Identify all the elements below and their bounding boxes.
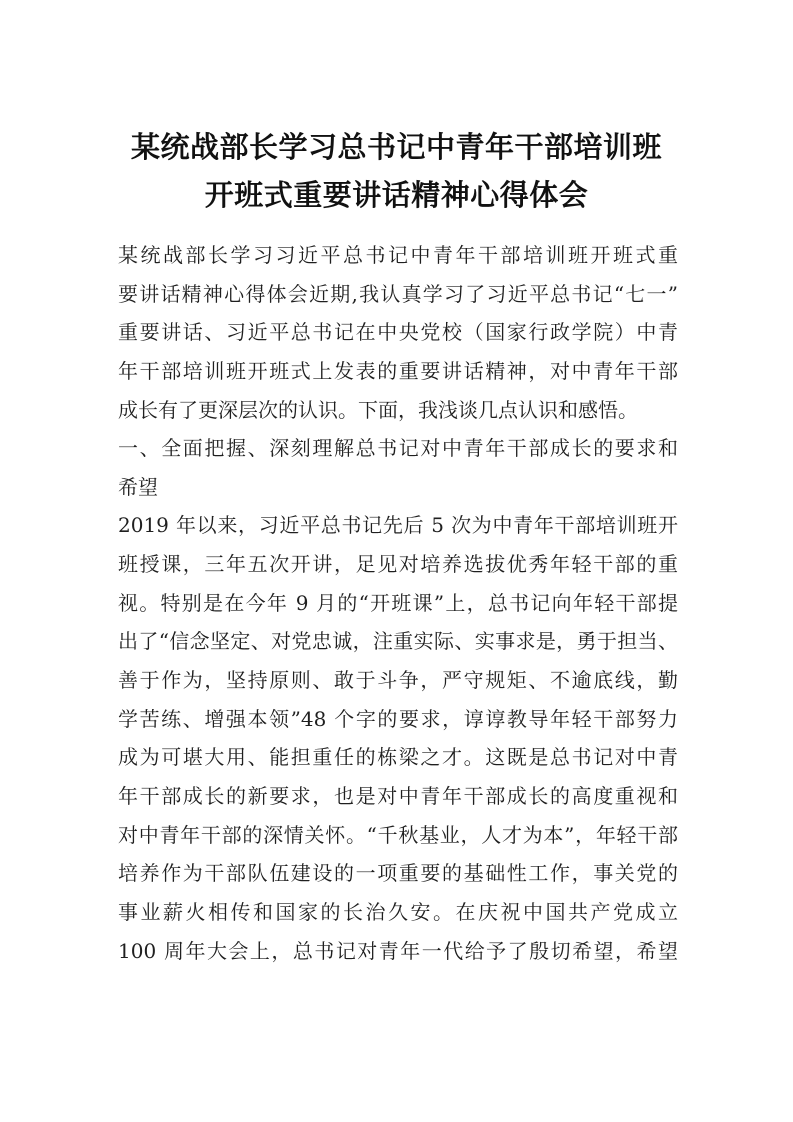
document-title-line-2: 开班式重要讲话精神心得体会 <box>204 178 589 212</box>
body-line: 100 周年大会上，总书记对青年一代给予了殷切希望，希望 <box>118 938 678 963</box>
body-line: 视。特别是在今年 9 月的“开班课”上，总书记向年轻干部提 <box>118 590 678 615</box>
body-line: 某统战部长学习习近平总书记中青年干部培训班开班式重 <box>118 243 678 267</box>
body-line: 对中青年干部的深情关怀。“千秋基业，人才为本”，年轻干部 <box>118 822 678 847</box>
body-line: 善于作为，坚持原则、敢于斗争，严守规矩、不逾底线，勤 <box>118 668 678 693</box>
section-heading-line: 一、全面把握、深刻理解总书记对中青年干部成长的要求和 <box>118 436 678 461</box>
body-line: 成为可堪大用、能担重任的栋梁之才。这既是总书记对中青 <box>118 745 678 770</box>
body-line: 成长有了更深层次的认识。下面，我浅谈几点认识和感悟。 <box>118 397 638 422</box>
body-line: 年干部培训班开班式上发表的重要讲话精神，对中青年干部 <box>118 358 678 383</box>
body-line: 2019 年以来，习近平总书记先后 5 次为中青年干部培训班开 <box>118 513 678 538</box>
body-line: 出了“信念坚定、对党忠诚，注重实际、实事求是，勇于担当、 <box>118 629 678 654</box>
body-line: 班授课，三年五次开讲，足见对培养选拔优秀年轻干部的重 <box>118 552 678 577</box>
body-line: 重要讲话、习近平总书记在中央党校（国家行政学院）中青 <box>118 320 678 345</box>
section-heading-line: 希望 <box>118 474 158 499</box>
body-line: 年干部成长的新要求，也是对中青年干部成长的高度重视和 <box>118 783 678 808</box>
body-line: 事业薪火相传和国家的长治久安。在庆祝中国共产党成立 <box>118 899 678 924</box>
body-line: 学苦练、增强本领”48 个字的要求，谆谆教导年轻干部努力 <box>118 706 678 731</box>
body-line: 培养作为干部队伍建设的一项重要的基础性工作，事关党的 <box>118 861 678 886</box>
body-line: 要讲话精神心得体会近期,我认真学习了习近平总书记“七一” <box>118 281 678 306</box>
document-body <box>118 236 678 970</box>
document-title-line-1: 某统战部长学习总书记中青年干部培训班 <box>130 130 662 164</box>
